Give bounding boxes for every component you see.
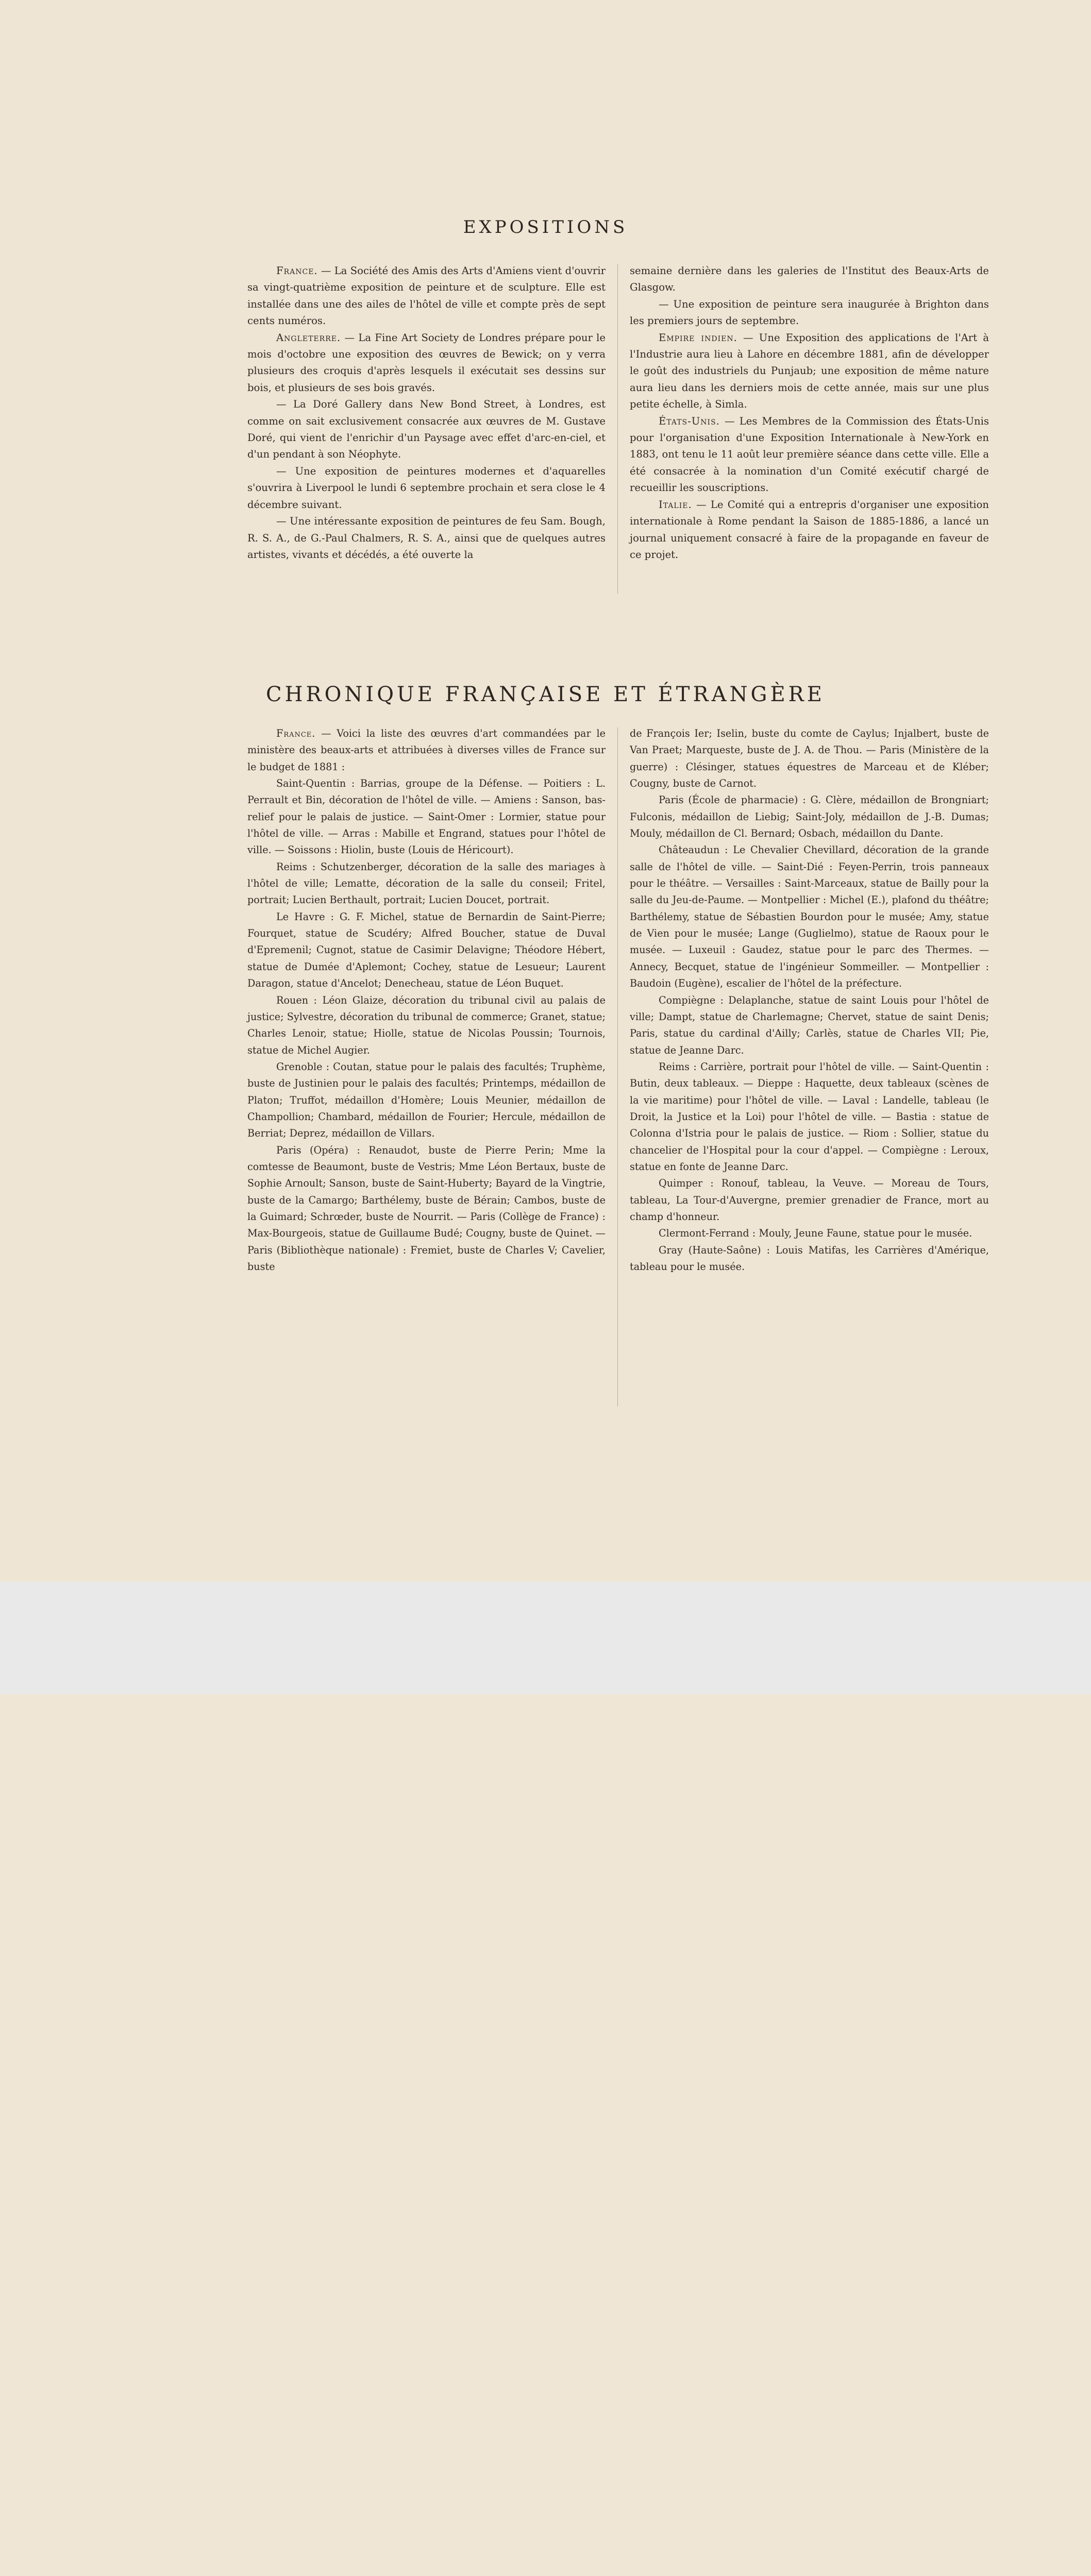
paragraph [247,725,606,775]
paragraph [247,463,606,513]
paragraph-text: — Une exposition de peinture sera inaugurée à Brighton dans les premiers jours de septembre. [630,298,989,327]
paragraph [630,330,989,413]
paragraph [630,842,989,992]
paragraph [630,296,989,330]
expositions-right-column [630,263,989,563]
paragraph-text: Châteaudun : Le Chevalier Chevillard, décoration de la grande salle de l'hôtel de ville. — Saint-Dié : Feyen-Perrin, trois panneaux pour le théâtre. — Versailles : Saint-Marceaux, statue de Bailly pour la salle du Jeu-de-Paume. — Montpellier : Michel (E.), plafond du théâtre; Barthélemy, statue de Sébastien Bourdon pour le musée; Amy, statue de Vien pour le musée; Lange (Guglielmo), statue de Raoux pour le musée. — Luxeuil : Gaudez, statue pour le parc des Thermes. — Annecy, Becquet, statue de l'ingénieur Sommeiller. — Montpellier : Baudoin (Eugène), escalier de l'hôtel de la préfecture. [630,844,989,990]
paragraph-lead: Angleterre. [276,331,341,344]
paragraph [247,396,606,463]
paragraph [247,909,606,992]
paragraph-lead: États-Unis. [659,415,720,427]
paragraph-text: — Une Exposition des applications de l'Art à l'Industrie aura lieu à Lahore en décembre 1881, afin de développer le goût des industriels du Punjaub; une exposition de même nature aura lieu dans les derniers mois de cette année, mais sur une plus petite échelle, à Simla. [630,331,989,411]
paragraph-text: Saint-Quentin : Barrias, groupe de la Défense. — Poitiers : L. Perrault et Bin, décoration de l'hôtel de ville. — Amiens : Sanson, bas-relief pour le palais de justice. — Saint-Omer : Lormier, statue pour l'hôtel de ville. — Arras : Mabille et Engrand, statues pour l'hôtel de ville. — Soissons : Hiolin, buste (Louis de Héricourt). [247,777,606,856]
paragraph [247,513,606,563]
paragraph [247,775,606,859]
paragraph [630,1242,989,1276]
paragraph [247,859,606,909]
paragraph-text: Gray (Haute-Saône) : Louis Matifas, les Carrières d'Amérique, tableau pour le musée. [630,1244,989,1273]
paragraph-text: Compiègne : Delaplanche, statue de saint Louis pour l'hôtel de ville; Dampt, statue de Charlemagne; Chervet, statue de saint Denis; Paris, statue du cardinal d'Ailly; Carlès, statue de Charles VII; Pie, statue de Jeanne Darc. [630,994,989,1056]
paragraph-text: — Les Membres de la Commission des États-Unis pour l'organisation d'une Exposition Internationale à New-York en 1883, ont tenu le 11 août leur première séance dans cette ville. Elle a été consacrée à la nomination d'un Comité exécutif chargé de recueillir les souscriptions. [630,415,989,494]
chronique-left-column [247,725,606,1275]
chronique-right-column [630,725,989,1275]
section-title-chronique: CHRONIQUE FRANÇAISE ET ÉTRANGÈRE [266,682,825,706]
paragraph [630,1175,989,1225]
paragraph-text: Clermont-Ferrand : Mouly, Jeune Faune, statue pour le musée. [659,1227,972,1240]
paragraph-text: Le Havre : G. F. Michel, statue de Bernardin de Saint-Pierre; Fourquet, statue de Scudéry; Alfred Boucher, statue de Duval d'Epremenil; Cugnot, statue de Casimir Delavigne; Théodore Hébert, statue de Dumée d'Aplemont; Cochey, statue de Lesueur; Laurent Daragon, statue d'Ancelot; Denecheau, statue de Léon Buquet. [247,910,606,990]
paragraph-text: Reims : Carrière, portrait pour l'hôtel de ville. — Saint-Quentin : Butin, deux tableaux. — Dieppe : Haquette, deux tableaux (scènes de la vie maritime) pour l'hôtel de ville. — Laval : Landelle, tableau (le Droit, la Justice et la Loi) pour l'hôtel de ville. — Bastia : statue de Colonna d'Istria pour le palais de justice. — Riom : Sollier, statue du chancelier de l'Hospital pour la cour d'appel. — Compiègne : Leroux, statue en fonte de Jeanne Darc. [630,1060,989,1173]
paragraph [247,263,606,330]
paragraph [630,263,989,296]
paragraph [630,1059,989,1175]
paragraph [247,1142,606,1276]
column-divider [617,727,618,1406]
paragraph-text: Paris (École de pharmacie) : G. Clère, médaillon de Brongniart; Fulconis, médaillon de Liebig; Saint-Joly, médaillon de J.-B. Dumas; Mouly, médaillon de Cl. Bernard; Osbach, médaillon du Dante. [630,794,989,840]
paragraph-text: — La Doré Gallery dans New Bond Street, à Londres, est comme on sait exclusivement consacrée aux œuvres de M. Gustave Doré, qui vient de l'enrichir d'un Paysage avec effet d'arc-en-ciel, et d'un pendant à son Néophyte. [247,398,606,461]
paragraph [630,992,989,1059]
paragraph-text: Reims : Schutzenberger, décoration de la salle des mariages à l'hôtel de ville; Lematte, décoration de la salle du conseil; Fritel, portrait; Lucien Berthault, portrait; Lucien Doucet, portrait. [247,860,606,906]
paragraph-text: Rouen : Léon Glaize, décoration du tribunal civil au palais de justice; Sylvestre, décoration du tribunal de commerce; Granet, statue; Charles Lenoir, statue; Hiolle, statue de Nicolas Poussin; Tournois, statue de Michel Augier. [247,994,606,1056]
paragraph-text: Paris (Opéra) : Renaudot, buste de Pierre Perin; Mme la comtesse de Beaumont, buste de Vestris; Mme Léon Bertaux, buste de Sophie Arnoult; Sanson, buste de Saint-Huberty; Bayard de la Vingtrie, buste de la Camargo; Barthélemy, buste de Bérain; Cambos, buste de la Guimard; Schrœder, buste de Nourrit. — Paris (Collège de France) : Max-Bourgeois, statue de Guillaume Budé; Cougny, buste de Quinet. — Paris (Bibliothèque nationale) : Fremiet, buste de Charles V; Cavelier, buste [247,1144,606,1273]
paragraph-lead: Italie. [659,498,692,511]
paragraph-text: — Une intéressante exposition de peintures de feu Sam. Bough, R. S. A., de G.-Paul Chalmers, R. S. A., ainsi que de quelques autres artistes, vivants et décédés, a été ouverte la [247,515,606,561]
paragraph-text: — La Société des Amis des Arts d'Amiens vient d'ouvrir sa vingt-quatrième exposition de peinture et de sculpture. Elle est installée dans une des ailes de l'hôtel de ville et compte près de sept cents numéros. [247,265,606,327]
paragraph-text: — Une exposition de peintures modernes et d'aquarelles s'ouvrira à Liverpool le lundi 6 septembre prochain et sera close le 4 décembre suivant. [247,465,606,511]
paragraph-text: — Voici la liste des œuvres d'art commandées par le ministère des beaux-arts et attribuées à diverses villes de France sur le budget de 1881 : [247,727,606,773]
paragraph-text: — La Fine Art Society de Londres prépare pour le mois d'octobre une exposition des œuvres de Bewick; on y verra plusieurs des croquis d'après lesquels il exécutait ses dessins sur bois, et plusieurs de ses bois gravés. [247,331,606,394]
paragraph [630,413,989,497]
section-title-expositions: EXPOSITIONS [463,216,628,238]
paragraph-lead: France. [276,727,316,739]
paragraph [247,330,606,397]
paragraph-text: semaine dernière dans les galeries de l'Institut des Beaux-Arts de Glasgow. [630,265,989,294]
footer-bar [0,1582,1091,1694]
paragraph [630,497,989,564]
paragraph [630,725,989,792]
paragraph [247,992,606,1059]
column-divider [617,264,618,594]
expositions-left-column [247,263,606,563]
paragraph-lead: France. [276,265,318,277]
paragraph [630,792,989,842]
paragraph-text: de François Ier; Iselin, buste du comte de Caylus; Injalbert, buste de Van Praet; Marqueste, buste de J. A. de Thou. — Paris (Ministère de la guerre) : Clésinger, statues équestres de Marceau et de Kléber; Cougny, buste de Carnot. [630,727,989,790]
paragraph [630,1225,989,1242]
paragraph-lead: Empire indien. [659,331,737,344]
paragraph-text: Grenoble : Coutan, statue pour le palais des facultés; Truphème, buste de Justinien pour le palais des facultés; Printemps, médaillon de Platon; Truffot, médaillon d'Homère; Louis Meunier, médaillon de Champollion; Chambard, médaillon de Fourier; Hercule, médaillon de Berriat; Deprez, médaillon de Villars. [247,1060,606,1140]
paragraph [247,1059,606,1142]
paragraph-text: Quimper : Ronouf, tableau, la Veuve. — Moreau de Tours, tableau, La Tour-d'Auvergne, premier grenadier de France, mort au champ d'honneur. [630,1177,989,1223]
paragraph-text: — Le Comité qui a entrepris d'organiser une exposition internationale à Rome pendant la Saison de 1885-1886, a lancé un journal uniquement consacré à faire de la propagande en faveur de ce projet. [630,498,989,561]
